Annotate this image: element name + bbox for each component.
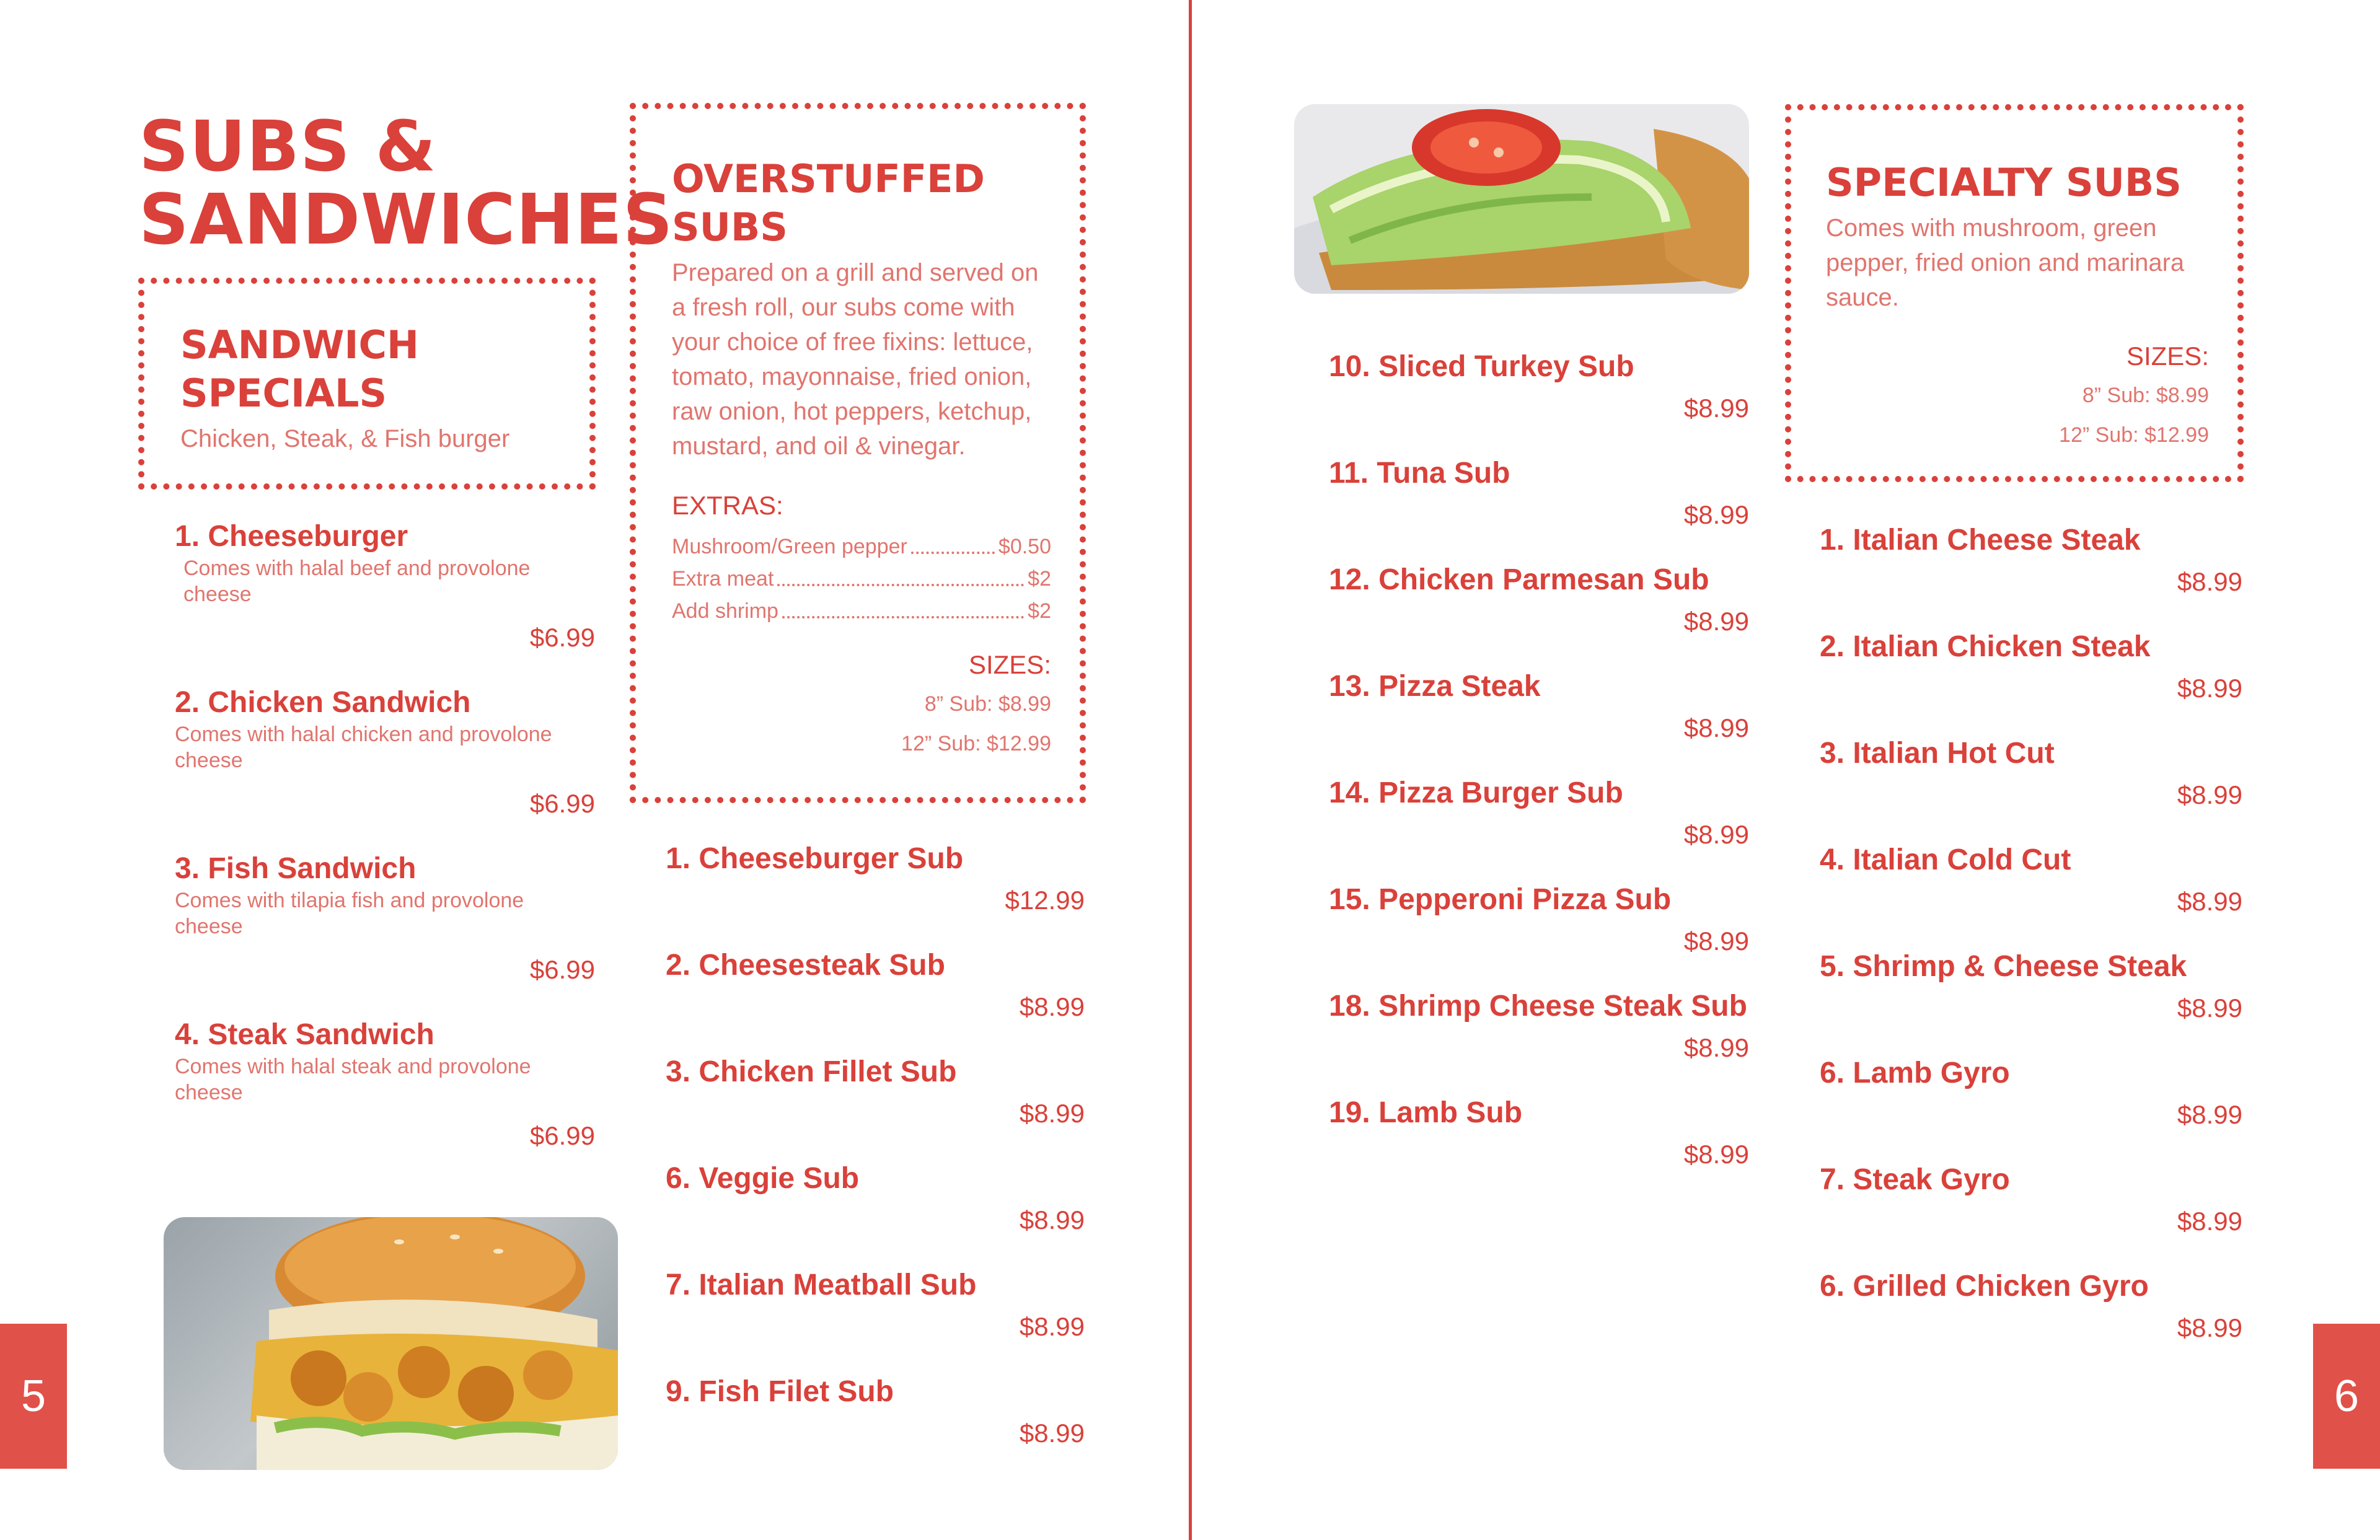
item-name: 13. Pizza Steak	[1329, 670, 1541, 703]
item-price: $12.99	[1005, 886, 1085, 915]
item-name: 1. Italian Cheese Steak	[1820, 524, 2141, 557]
dot-leader	[911, 530, 995, 554]
item-name: 11. Tuna Sub	[1329, 457, 1510, 490]
extra-name: Mushroom/Green pepper	[672, 535, 907, 558]
left-page	[0, 0, 1189, 1540]
menu-item	[1820, 522, 2242, 609]
item-name: 3. Fish Sandwich	[175, 852, 416, 885]
item-price: $8.99	[2177, 674, 2242, 703]
item-name: 15. Pepperoni Pizza Sub	[1329, 883, 1672, 916]
item-price: $8.99	[1683, 820, 1749, 849]
sub-illustration	[1294, 104, 1749, 294]
menu-item	[175, 684, 595, 825]
item-price: $8.99	[2177, 1313, 2242, 1342]
sizes-block	[1826, 337, 2209, 455]
item-price: $8.99	[1683, 926, 1749, 956]
extras-list	[672, 530, 1051, 627]
menu-item	[175, 1016, 595, 1158]
menu-item	[666, 1054, 1085, 1140]
item-price: $8.99	[1019, 1419, 1085, 1448]
item-name: 12. Chicken Parmesan Sub	[1329, 563, 1709, 596]
menu-item	[666, 1373, 1085, 1460]
menu-item	[1329, 988, 1749, 1075]
item-description: Comes with halal steak and provolone cheese	[175, 1055, 531, 1104]
sizes-heading: SIZES:	[2126, 341, 2209, 371]
menu-item	[1329, 1094, 1749, 1181]
dot-leader	[782, 595, 1024, 618]
size-8-inch: 8” Sub: $8.99	[2082, 384, 2209, 407]
extras-row	[672, 530, 1051, 563]
extra-name: Extra meat	[672, 567, 774, 591]
item-name: 18. Shrimp Cheese Steak Sub	[1329, 990, 1747, 1023]
overstuffed-title-1: OVERSTUFFED	[672, 156, 985, 201]
item-name: 10. Sliced Turkey Sub	[1329, 350, 1634, 383]
menu-item	[666, 1267, 1085, 1353]
overstuffed-title-2: SUBS	[672, 205, 788, 250]
menu-item	[1820, 1161, 2242, 1248]
item-name: 1. Cheeseburger Sub	[666, 842, 964, 875]
extra-name: Add shrimp	[672, 599, 778, 623]
title-line-2: SANDWICHES	[139, 180, 674, 260]
item-price: $8.99	[1683, 500, 1749, 529]
item-price: $8.99	[1019, 1099, 1085, 1128]
menu-item	[1329, 348, 1749, 435]
overstuffed-subs-box	[630, 103, 1086, 803]
menu-item	[666, 1160, 1085, 1247]
item-price: $8.99	[1683, 713, 1749, 742]
menu-item	[175, 850, 595, 992]
item-name: 1. Cheeseburger	[175, 520, 408, 553]
menu-item	[1820, 948, 2242, 1035]
extras-heading: EXTRAS:	[672, 491, 783, 520]
page-number-tab: 6	[2313, 1324, 2380, 1469]
extra-price: $2	[1028, 599, 1051, 623]
size-8-inch: 8” Sub: $8.99	[924, 692, 1051, 716]
menu-item	[666, 840, 1085, 927]
item-price: $6.99	[529, 623, 595, 652]
burger-illustration	[164, 1217, 618, 1470]
menu-item	[1329, 775, 1749, 861]
item-price: $8.99	[2177, 1100, 2242, 1129]
item-name: 2. Cheesesteak Sub	[666, 949, 945, 982]
item-price: $8.99	[1019, 992, 1085, 1021]
page-title	[139, 107, 674, 260]
item-name: 7. Steak Gyro	[1820, 1163, 2010, 1196]
item-name: 2. Italian Chicken Steak	[1820, 630, 2151, 663]
item-price: $6.99	[529, 789, 595, 818]
item-description: Comes with halal chicken and provolone cheese	[175, 723, 552, 772]
item-price: $8.99	[1683, 1033, 1749, 1062]
item-price: $8.99	[1683, 1140, 1749, 1169]
sandwich-specials-description: Chicken, Steak, & Fish burger	[180, 425, 510, 452]
item-description: Comes with halal beef and provolone cheese	[183, 557, 531, 606]
overstuffed-description: Prepared on a grill and served on a fresh roll, our subs come with your choice of free fixins: lettuce, tomato, mayonnaise, fried onion, raw onion, hot peppers, ketchup, mustard, and oil & vinegar.	[672, 259, 1039, 460]
extras-row	[672, 595, 1051, 627]
extra-price: $2	[1028, 567, 1051, 591]
menu-item	[1820, 735, 2242, 822]
sandwich-specials-box	[138, 278, 596, 490]
specialty-title: SPECIALTY SUBS	[1826, 160, 2182, 205]
item-price: $8.99	[2177, 780, 2242, 809]
sub-sandwich-photo	[1294, 104, 1749, 294]
title-line-1: SUBS &	[139, 107, 437, 187]
sandwich-specials-title-2: SPECIALS	[180, 371, 387, 416]
item-name: 4. Steak Sandwich	[175, 1018, 434, 1051]
item-price: $6.99	[529, 955, 595, 984]
size-12-inch: 12” Sub: $12.99	[901, 732, 1051, 755]
dot-leader	[777, 563, 1024, 586]
item-name: 9. Fish Filet Sub	[666, 1375, 894, 1408]
chicken-burger-photo	[164, 1217, 618, 1470]
item-name: 6. Grilled Chicken Gyro	[1820, 1270, 2149, 1303]
item-name: 5. Shrimp & Cheese Steak	[1820, 950, 2187, 983]
menu-item	[1329, 455, 1749, 542]
right-page	[1191, 0, 2380, 1540]
item-price: $8.99	[2177, 567, 2242, 596]
menu-item	[175, 518, 595, 659]
item-name: 3. Chicken Fillet Sub	[666, 1055, 957, 1088]
item-price: $8.99	[1683, 394, 1749, 423]
item-name: 2. Chicken Sandwich	[175, 686, 471, 719]
page-number-tab: 5	[0, 1324, 67, 1469]
extra-price: $0.50	[998, 535, 1051, 558]
menu-item	[1329, 668, 1749, 755]
sandwich-specials-title-1: SANDWICH	[180, 322, 419, 367]
item-name: 4. Italian Cold Cut	[1820, 843, 2071, 876]
menu-item	[1820, 1055, 2242, 1142]
menu-item	[1329, 881, 1749, 968]
item-price: $6.99	[529, 1121, 595, 1150]
item-name: 14. Pizza Burger Sub	[1329, 777, 1623, 809]
menu-item	[1820, 1268, 2242, 1355]
item-price: $8.99	[1019, 1312, 1085, 1341]
menu-item	[1820, 842, 2242, 928]
item-price: $8.99	[1019, 1205, 1085, 1234]
item-price: $8.99	[1683, 607, 1749, 636]
specialty-subs-box	[1785, 104, 2244, 482]
menu-item	[1329, 561, 1749, 648]
item-price: $8.99	[2177, 887, 2242, 916]
item-name: 7. Italian Meatball Sub	[666, 1269, 977, 1301]
item-price: $8.99	[2177, 1207, 2242, 1236]
menu-item	[666, 947, 1085, 1034]
item-name: 6. Veggie Sub	[666, 1162, 860, 1195]
sizes-block	[672, 646, 1051, 763]
item-name: 6. Lamb Gyro	[1820, 1057, 2010, 1089]
specialty-description: Comes with mushroom, green pepper, fried onion and marinara sauce.	[1826, 214, 2185, 311]
item-description: Comes with tilapia fish and provolone cheese	[175, 889, 524, 938]
item-name: 3. Italian Hot Cut	[1820, 737, 2055, 770]
size-12-inch: 12” Sub: $12.99	[2059, 423, 2209, 447]
extras-row	[672, 563, 1051, 595]
item-price: $8.99	[2177, 993, 2242, 1023]
item-name: 19. Lamb Sub	[1329, 1096, 1523, 1129]
menu-item	[1820, 628, 2242, 715]
sizes-heading: SIZES:	[968, 650, 1051, 679]
